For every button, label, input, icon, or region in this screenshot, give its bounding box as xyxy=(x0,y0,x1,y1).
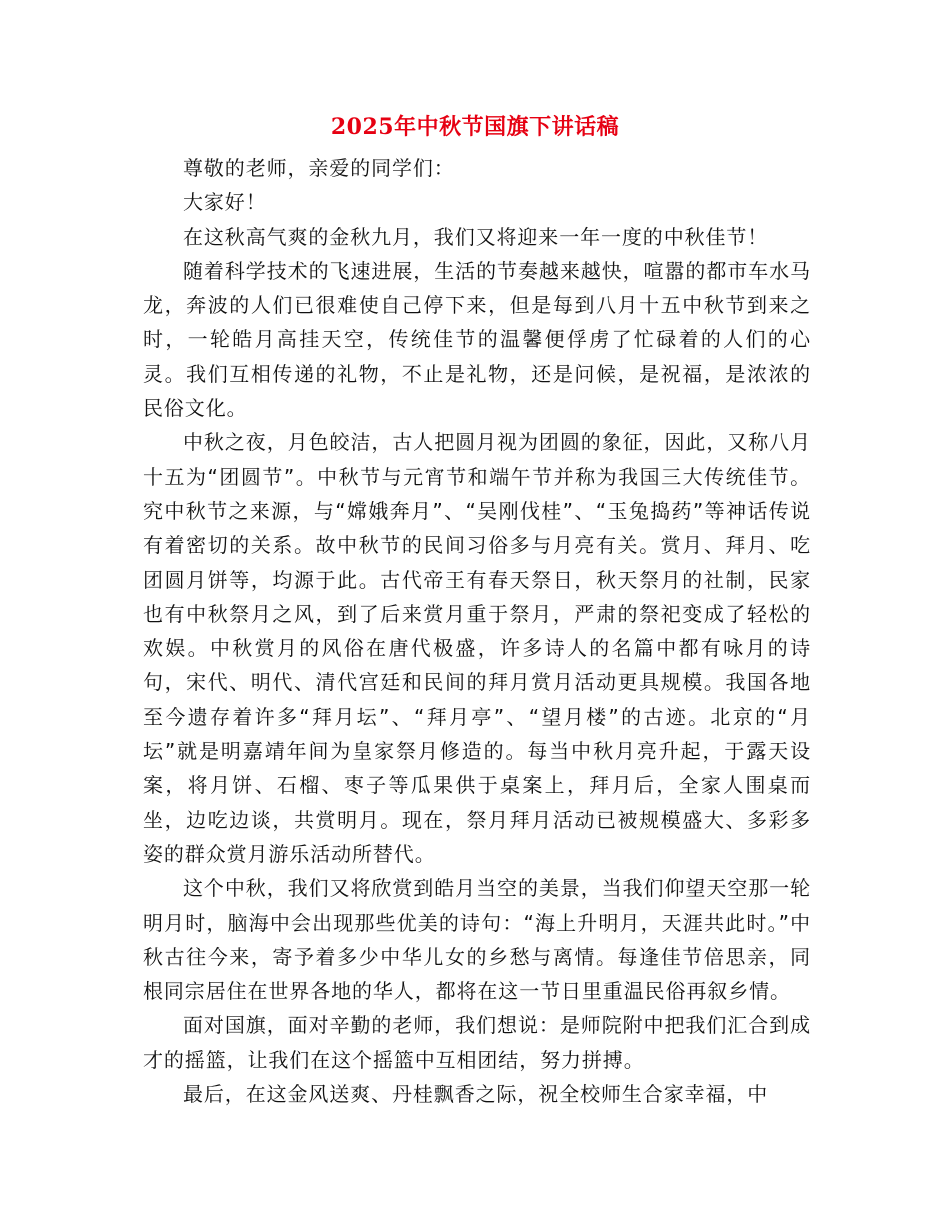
paragraph-intro: 在这秋高气爽的金秋九月，我们又将迎来一年一度的中秋佳节！ xyxy=(183,224,769,249)
paragraph-closing: 最后，在这金风送爽、丹桂飘香之际，祝全校师生合家幸福，中 xyxy=(183,1082,769,1107)
document-body xyxy=(143,151,811,1111)
paragraph-modern-life: 随着科学技术的飞速进展，生活的节奏越来越快，喧嚣的都市车水马龙，奔波的人们已很难使自己停下来，但是每到八月十五中秋节到来之时，一轮皓月高挂天空，传统佳节的温馨便俘虏了忙碌着的人们的心灵。我们互相传递的礼物，不止是礼物，还是问候，是祝福，是浓浓的民俗文化。 xyxy=(143,258,811,421)
paragraph-greeting: 尊敬的老师，亲爱的同学们： xyxy=(183,156,455,180)
paragraph-flag: 面对国旗，面对辛勤的老师，我们想说：是师院附中把我们汇合到成才的摇篮，让我们在这个摇篮中互相团结，努力拼搏。 xyxy=(143,1013,811,1072)
paragraph-moon-poem: 这个中秋，我们又将欣赏到皓月当空的美景，当我们仰望天空那一轮明月时，脑海中会出现那些优美的诗句：“海上升明月，天涯共此时。”中秋古往今来，寄予着多少中华儿女的乡愁与离情。每逢佳节倍思亲，同根同宗居住在世界各地的华人，都将在这一节日里重温民俗再叙乡情。 xyxy=(143,876,811,1004)
paragraph-hello: 大家好！ xyxy=(183,190,267,215)
paragraph-history: 中秋之夜，月色皎洁，古人把圆月视为团圆的象征，因此，又称八月十五为“团圆节”。中秋节与元宵节和端午节并称为我国三大传统佳节。究中秋节之来源，与“嫦娥奔月”、“吴刚伐桂”、“玉兔捣药”等神话传说有着密切的关系。故中秋节的民间习俗多与月亮有关。赏月、拜月、吃团圆月饼等，均源于此。古代帝王有春天祭日，秋天祭月的社制，民家也有中秋祭月之风，到了后来赏月重于祭月，严肃的祭祀变成了轻松的欢娱。中秋赏月的风俗在唐代极盛，许多诗人的名篇中都有咏月的诗句，宋代、明代、清代宫廷和民间的拜月赏月活动更具规模。我国各地至今遗存着许多“拜月坛”、“拜月亭”、“望月楼”的古迹。北京的“月坛”就是明嘉靖年间为皇家祭月修造的。每当中秋月亮升起，于露天设案，将月饼、石榴、枣子等瓜果供于桌案上，拜月后，全家人围桌而坐，边吃边谈，共赏明月。现在，祭月拜月活动已被规模盛大、多彩多姿的群众赏月游乐活动所替代。 xyxy=(143,430,811,866)
document-title: 2025年中秋节国旗下讲话稿 xyxy=(330,114,620,140)
